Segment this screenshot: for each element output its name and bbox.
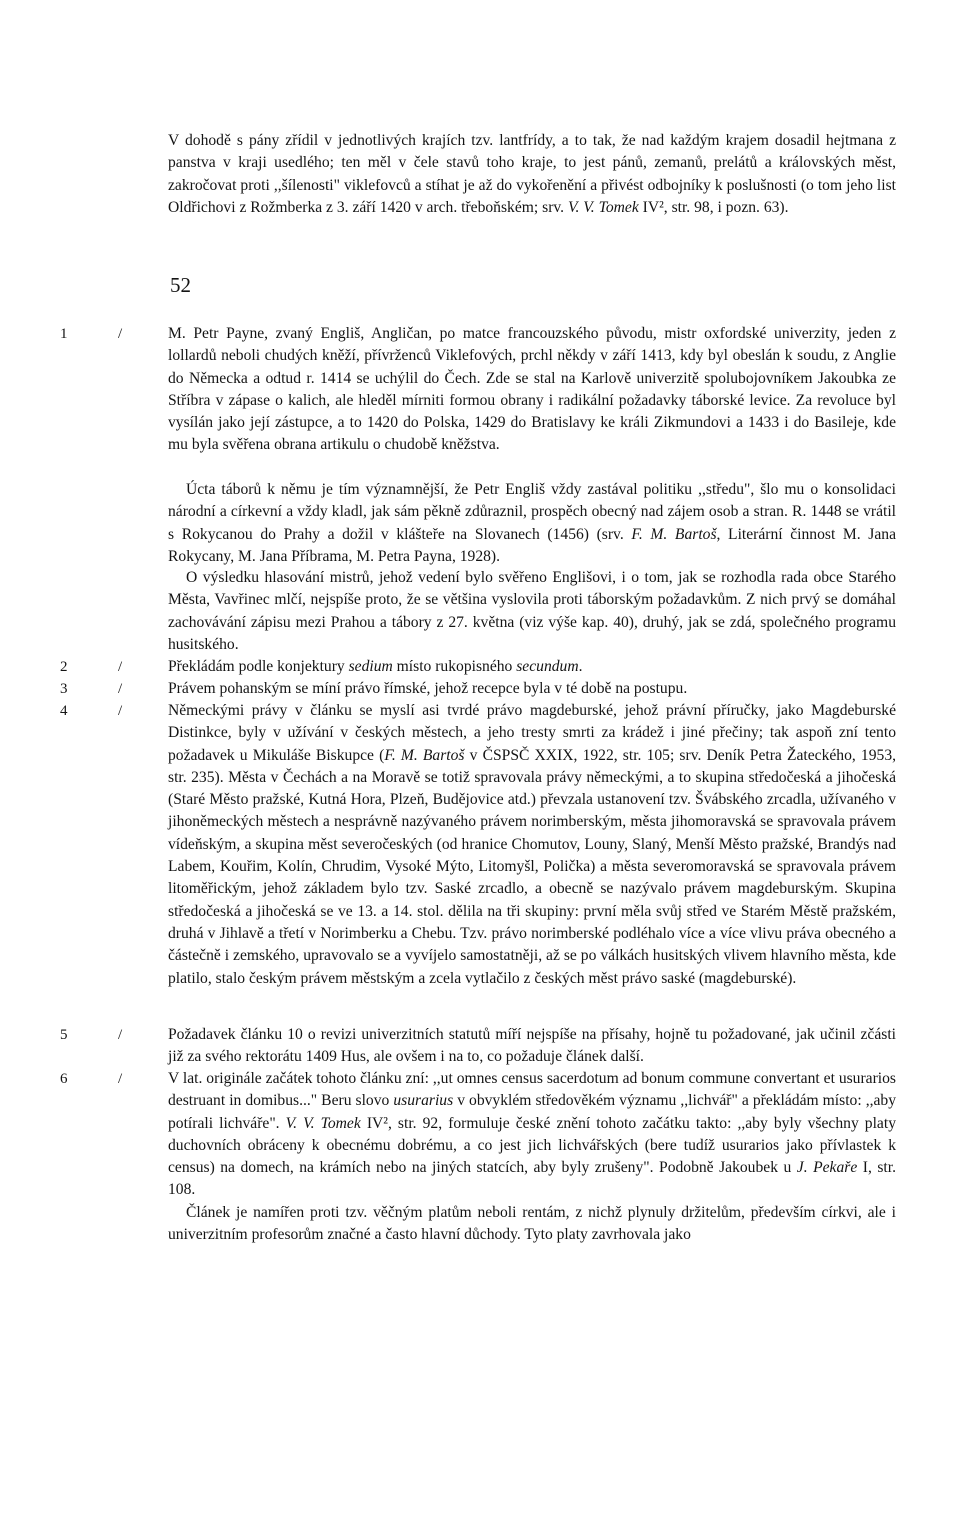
note-number-5: 5 <box>60 1027 68 1043</box>
note-6-text-end: I, str. 108. <box>168 1159 896 1199</box>
note-number-2: 2 <box>60 659 68 675</box>
note-6-paragraph-2: Článek je namířen proti tzv. věčným platům neboli rentám, z nichž plynuly držitelům, především církvi, ale i univerzitním profesorům značné a často hlavní důchody. Tyto platy zavrhovala jako <box>168 1204 896 1244</box>
note-4-author: F. M. Bartoš <box>384 746 465 764</box>
note-5-paragraph: Požadavek článku 10 o revizi univerzitních statutů míří nejspíše na přísahy, hojně tu požadované, jak učinil zčásti již za svého rektorátu 1409 Hus, ale ovšem i na to, co požaduje článek další. <box>168 1026 896 1066</box>
note-2-text: Překládám podle konjektury <box>168 658 349 675</box>
note-1-text-end: , Literární činnost M. Jana Rokycany, M. Jana Příbrama, M. Petra Payna, 1928). <box>168 525 897 565</box>
note-2-paragraph <box>168 656 896 678</box>
note-slash-5: / <box>118 1027 123 1043</box>
note-number-3: 3 <box>60 681 68 697</box>
intro-author: V. V. Tomek <box>567 198 639 216</box>
note-6-term: usurarius <box>393 1092 454 1110</box>
note-2-term-2: secundum <box>516 658 579 675</box>
note-1-paragraph-1: M. Petr Payne, zvaný Engliš, Angličan, po matce francouzského původu, mistr oxfordské univerzity, jeden z lollardů neboli chudých kněží, přívrženců Viklefových, prchl někdy v září 1413, kdy byl obeslán k soudu, z Anglie do Německa a odtud r. 1414 se uchýlil do Čech. Zde se stal na Karlově univerzitě spolubojovníkem Jakoubka ze Stříbra v zápase o kalich, ale hleděl mírniti formou obrany i radikální požadavky táborské levice. Za revoluce byl vysílán jako její zástupce, a to 1420 do Polska, 1429 do Bratislavy ke králi Zikmundovi a 1433 i do Basileje, kde mu byla svěřena obrana artikulu o chudobě kněžstva. <box>168 325 896 454</box>
note-2-text-mid: místo rukopisného <box>392 658 517 675</box>
note-slash-3: / <box>118 681 123 697</box>
note-slash-1: / <box>118 326 123 342</box>
note-6-paragraph <box>168 1068 896 1202</box>
note-slash-2: / <box>118 659 123 675</box>
section-number: 52 <box>170 273 191 297</box>
note-2-term-1: sedium <box>348 658 393 675</box>
note-1-text: Úcta táborů k němu je tím významnější, že Petr Engliš vždy zastával politiku ,,středu", šlo mu o konsolidaci národní a církevní a vždy kladl, jak sám pěkně zdůraznil, prospěch obecný nad zájem osob a stran. R. 1448 se vrátil s Rokycanou do Prahy a dožil v klášteře na Slovanech (1456) (srv. <box>168 481 896 543</box>
note-number-4: 4 <box>60 703 68 719</box>
note-slash-4: / <box>118 703 123 719</box>
note-4-text: Německými právy v článku se myslí asi tvrdé právo magdeburské, jehož právní příručky, jako Magdeburské Distinkce, byly v užívání v českých městech, a jeho tresty smrti za krádež i jiné přečiny; tak aspoň zní tento požadavek u Mikuláše Biskupce ( <box>168 702 896 764</box>
note-1-paragraph-2 <box>168 479 896 568</box>
intro-text: V dohodě s pány zřídil v jednotlivých krajích tzv. lantfrídy, a to tak, že nad každým krajem dosadil hejtmana z panstva v kraji usedlého; ten měl v čele stavů toho kraje, to jest pánů, zemanů, prelátů a královských měst, zakročovat proti ,,šílenosti" viklefovců a stíhat je až do vykořenění a přivést odbojníky k poslušnosti (o tom jeho list Oldřichovi z Rožmberka z 3. září 1420 v arch. třeboňském; srv. <box>168 132 896 216</box>
note-number-6: 6 <box>60 1071 68 1087</box>
note-slash-6: / <box>118 1071 123 1087</box>
note-4-text-end: v ČSPSČ XXIX, 1922, str. 105; srv. Deník Petra Žateckého, 1953, str. 235). Města v Čechách a na Moravě se totiž spravovala právy německými, a to skupina středočeská a jihočeská (Staré Město pražské, Kutná Hora, Plzeň, Budějovice atd.) převzala ustanovení tzv. Švábského zrcadla, užívaného v jihoněmeckých městech a nesprávně nazývaného právem norimberským, města jihomoravská se spravovala právem vídeňským, a skupina měst severočeských (od hranice Chomutov, Louny, Slaný, Menší Město pražské, Brandýs nad Labem, Kouřim, Kolín, Chrudim, Vysoké Mýto, Litomyšl, Polička) a města severomoravská se spravovala právem litoměřickým, jehož základem bylo tzv. Saské zrcadlo, a obecně se nazývalo právem magdeburským. Skupina středočeská a jihočeská se ve 13. a 14. stol. dělila na tři skupiny: první měla svůj střed ve Starém Městě pražském, druhá v Jihlavě a třetí v Norimberku a Chebu. Tzv. právo norimberské podléhalo více a více vlivu práva obecného a částečně i zemského, upravovalo se a vyvíjelo samostatněji, až se po válkách husitských vlivem hlavního města, kde platilo, stalo českým právem městským a zcela vytlačilo z českých měst právo saské (magdeburské). <box>168 746 897 987</box>
note-number-1: 1 <box>60 326 68 342</box>
note-6-text: V lat. originále začátek tohoto článku zní: ,,ut omnes census sacerdotum ad bonum commune convertant et usurarios destruant in domibus..." Beru slovo <box>168 1070 896 1110</box>
intro-text-end: IV², str. 98, i pozn. 63). <box>638 198 789 216</box>
note-6-text-cont: IV², str. 92, formuluje české znění tohoto začátku takto: ,,aby byly všechny platy duchovních obráceny k obecnému dobrému, a co jest jich lichvářských (bere tudíž usurarios jako přívlastek k census) na domech, na krámích nebo na jiných statcích, aby byly zrušeny". Podobně Jakoubek u <box>168 1114 896 1177</box>
note-6-author-2: J. Pekaře <box>796 1159 858 1177</box>
note-1-author: F. M. Bartoš <box>631 525 717 543</box>
intro-paragraph <box>168 130 896 219</box>
note-3-paragraph: Právem pohanským se míní právo římské, jehož recepce byla v té době na postupu. <box>168 680 688 697</box>
note-4-paragraph <box>168 700 896 990</box>
note-6-author: V. V. Tomek <box>285 1114 361 1132</box>
note-2-text-end: . <box>578 658 583 675</box>
note-6-text-mid: v obvyklém středověkém významu ,,lichvář" a překládám místo: ,,aby potírali lichváře". <box>168 1092 897 1132</box>
note-1-paragraph-3: O výsledku hlasování mistrů, jehož vedení bylo svěřeno Englišovi, i o tom, jak se rozhodla rada obce Starého Města, Vavřinec mlčí, nejspíše proto, že se většina vyslovila proti táborským požadavkům. Z nich prvý se domáhal zachovávání zápisu mezi Prahou a tábory z 27. května (viz výše kap. 40), druhý, jak se zdá, společného programu husitského. <box>168 569 896 653</box>
